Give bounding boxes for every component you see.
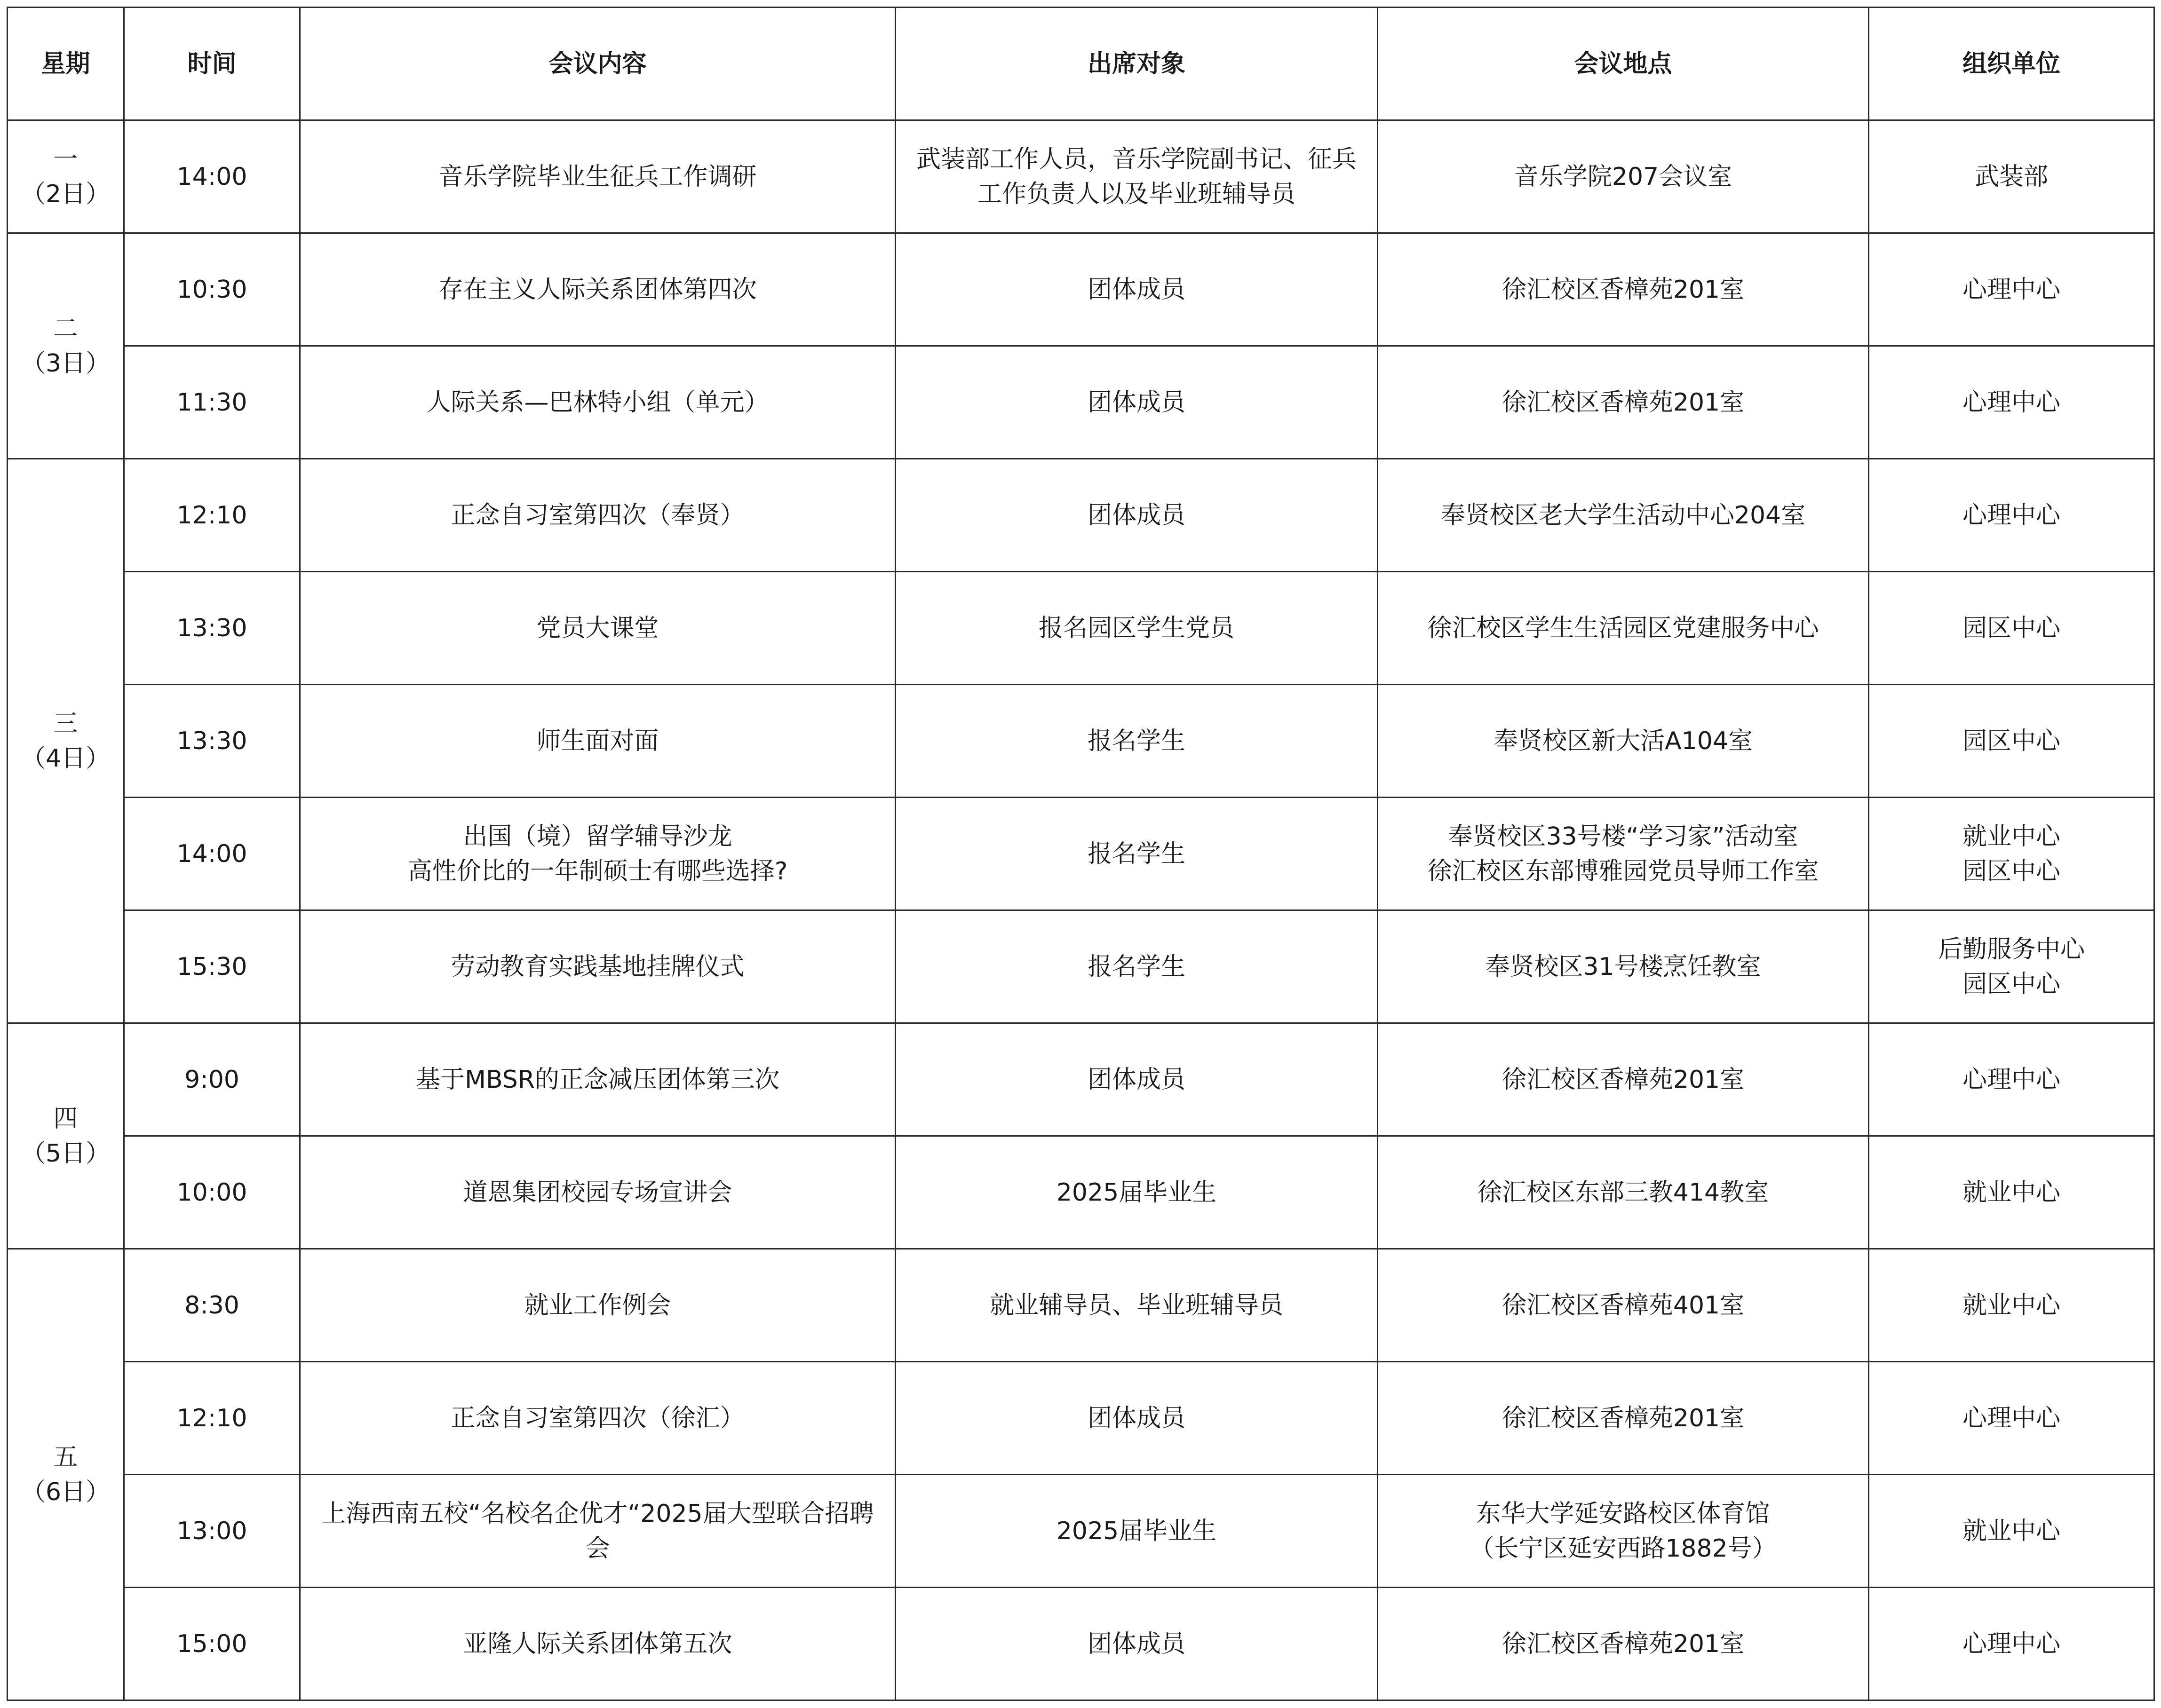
content-cell-line: 基于MBSR的正念减压团体第三次 [416, 1065, 779, 1094]
location-cell-line: 徐汇校区香樟苑201室 [1502, 1629, 1745, 1658]
location-cell-line: 音乐学院207会议室 [1514, 162, 1732, 191]
time-cell: 12:10 [124, 459, 300, 572]
time-cell: 14:00 [124, 798, 300, 910]
weekday-label: 四 [53, 1104, 78, 1133]
weekday-label: 二 [53, 314, 78, 343]
location-cell-line: 徐汇校区香樟苑401室 [1502, 1291, 1745, 1320]
location-cell-line: 东华大学延安路校区体育馆 [1476, 1499, 1770, 1528]
content-cell-line: 人际关系—巴林特小组（单元） [426, 388, 769, 417]
table-row [8, 1023, 2154, 1136]
content-cell [300, 572, 896, 685]
time-cell: 8:30 [124, 1249, 300, 1362]
content-cell [300, 910, 896, 1023]
attendees-cell [896, 572, 1378, 685]
location-cell [1378, 685, 1869, 798]
attendees-cell-line: 2025届毕业生 [1056, 1178, 1217, 1207]
table-row [8, 910, 2154, 1023]
weekday-label: 五 [53, 1443, 78, 1471]
location-cell-line: 徐汇校区香樟苑201室 [1502, 388, 1745, 417]
organizer-cell [1869, 1362, 2154, 1475]
attendees-cell-line: 报名学生 [1087, 952, 1185, 981]
organizer-cell-line: 园区中心 [1962, 857, 2060, 886]
attendees-cell [896, 1249, 1378, 1362]
time-cell: 11:30 [124, 346, 300, 459]
time-cell: 13:30 [124, 572, 300, 685]
location-cell-line: 奉贤校区老大学生活动中心204室 [1440, 501, 1806, 530]
attendees-cell [896, 910, 1378, 1023]
location-cell [1378, 1475, 1869, 1588]
organizer-cell-line: 就业中心 [1962, 822, 2060, 851]
location-cell-line: 徐汇校区东部三教414教室 [1477, 1178, 1769, 1207]
organizer-cell-line: 就业中心 [1962, 1178, 2060, 1207]
location-cell [1378, 120, 1869, 233]
content-cell [300, 685, 896, 798]
attendees-cell [896, 798, 1378, 910]
attendees-cell-line: 报名园区学生党员 [1038, 614, 1234, 642]
attendees-cell [896, 120, 1378, 233]
header-row [8, 8, 2154, 120]
header-content: 会议内容 [300, 8, 896, 120]
weekday-date: （2日） [21, 180, 111, 208]
content-cell [300, 1362, 896, 1475]
content-cell-line: 高性价比的一年制硕士有哪些选择? [407, 857, 788, 886]
header-attendees: 出席对象 [896, 8, 1378, 120]
time-cell: 15:30 [124, 910, 300, 1023]
attendees-cell [896, 1588, 1378, 1700]
location-cell-line: 徐汇校区东部博雅园党员导师工作室 [1427, 857, 1819, 886]
organizer-cell-line: 心理中心 [1962, 1404, 2060, 1432]
location-cell [1378, 1362, 1869, 1475]
time-cell: 12:10 [124, 1362, 300, 1475]
time-cell: 15:00 [124, 1588, 300, 1700]
header-organizer: 组织单位 [1869, 8, 2154, 120]
content-cell [300, 1475, 896, 1588]
location-cell [1378, 1588, 1869, 1700]
attendees-cell-line: 团体成员 [1087, 1629, 1185, 1658]
header-location: 会议地点 [1378, 8, 1869, 120]
time-cell: 13:00 [124, 1475, 300, 1588]
location-cell-line: 徐汇校区学生生活园区党建服务中心 [1427, 614, 1819, 642]
attendees-cell-line: 团体成员 [1087, 275, 1185, 304]
content-cell-line: 亚隆人际关系团体第五次 [463, 1629, 732, 1658]
attendees-cell [896, 346, 1378, 459]
attendees-cell-line: 2025届毕业生 [1056, 1517, 1217, 1545]
content-cell-line: 师生面对面 [536, 727, 659, 755]
location-cell-line: （长宁区延安西路1882号） [1470, 1534, 1777, 1563]
attendees-cell [896, 1136, 1378, 1249]
weekday-cell [8, 233, 124, 459]
content-cell [300, 346, 896, 459]
location-cell [1378, 798, 1869, 910]
content-cell-line: 党员大课堂 [536, 614, 659, 642]
weekday-cell [8, 459, 124, 1023]
organizer-cell [1869, 1588, 2154, 1700]
attendees-cell-line: 团体成员 [1087, 388, 1185, 417]
time-cell: 14:00 [124, 120, 300, 233]
organizer-cell [1869, 685, 2154, 798]
table-row [8, 120, 2154, 233]
organizer-cell-line: 心理中心 [1962, 388, 2060, 417]
attendees-cell [896, 459, 1378, 572]
time-cell: 9:00 [124, 1023, 300, 1136]
location-cell [1378, 1249, 1869, 1362]
table-row [8, 1249, 2154, 1362]
organizer-cell-line: 就业中心 [1962, 1517, 2060, 1545]
organizer-cell [1869, 1136, 2154, 1249]
organizer-cell [1869, 233, 2154, 346]
organizer-cell [1869, 459, 2154, 572]
content-cell-line: 上海西南五校“名校名企优才“2025届大型联合招聘会 [321, 1499, 874, 1563]
table-row [8, 1136, 2154, 1249]
organizer-cell-line: 就业中心 [1962, 1291, 2060, 1320]
content-cell-line: 道恩集团校园专场宣讲会 [463, 1178, 732, 1207]
time-cell: 10:00 [124, 1136, 300, 1249]
location-cell [1378, 1136, 1869, 1249]
attendees-cell-line: 报名学生 [1087, 839, 1185, 868]
weekday-date: （5日） [21, 1139, 111, 1168]
attendees-cell [896, 233, 1378, 346]
weekday-cell [8, 1023, 124, 1249]
content-cell [300, 459, 896, 572]
table-row [8, 1588, 2154, 1700]
organizer-cell [1869, 346, 2154, 459]
table-row [8, 798, 2154, 910]
organizer-cell-line: 武装部 [1974, 162, 2048, 191]
location-cell [1378, 233, 1869, 346]
weekday-label: 一 [53, 145, 78, 174]
table-row [8, 233, 2154, 346]
content-cell-line: 音乐学院毕业生征兵工作调研 [438, 162, 757, 191]
location-cell [1378, 346, 1869, 459]
meeting-schedule-table [7, 7, 2155, 1701]
time-cell: 13:30 [124, 685, 300, 798]
table-row [8, 459, 2154, 572]
attendees-cell [896, 1023, 1378, 1136]
content-cell [300, 798, 896, 910]
weekday-date: （4日） [21, 744, 111, 773]
attendees-cell [896, 1475, 1378, 1588]
organizer-cell-line: 心理中心 [1962, 501, 2060, 530]
location-cell-line: 奉贤校区新大活A104室 [1494, 727, 1753, 755]
content-cell [300, 1023, 896, 1136]
location-cell-line: 徐汇校区香樟苑201室 [1502, 275, 1745, 304]
schedule-body [8, 120, 2154, 1700]
attendees-cell-line: 就业辅导员、毕业班辅导员 [989, 1291, 1283, 1320]
table-row [8, 1475, 2154, 1588]
location-cell [1378, 459, 1869, 572]
organizer-cell [1869, 1023, 2154, 1136]
location-cell-line: 奉贤校区33号楼“学习家”活动室 [1448, 822, 1798, 851]
table-row [8, 685, 2154, 798]
table-row [8, 346, 2154, 459]
organizer-cell-line: 后勤服务中心 [1938, 935, 2085, 964]
content-cell-line: 存在主义人际关系团体第四次 [438, 275, 757, 304]
attendees-cell-line: 报名学生 [1087, 727, 1185, 755]
content-cell-line: 劳动教育实践基地挂牌仪式 [451, 952, 745, 981]
time-cell: 10:30 [124, 233, 300, 346]
attendees-cell [896, 685, 1378, 798]
content-cell [300, 120, 896, 233]
organizer-cell [1869, 120, 2154, 233]
table-row [8, 572, 2154, 685]
content-cell [300, 233, 896, 346]
organizer-cell [1869, 910, 2154, 1023]
weekday-cell [8, 1249, 124, 1700]
weekday-cell [8, 120, 124, 233]
location-cell [1378, 910, 1869, 1023]
content-cell-line: 正念自习室第四次（奉贤） [451, 501, 745, 530]
header-time: 时间 [124, 8, 300, 120]
attendees-cell-line: 武装部工作人员，音乐学院副书记、征兵工作负责人以及毕业班辅导员 [916, 145, 1357, 208]
weekday-date: （6日） [21, 1478, 111, 1506]
attendees-cell-line: 团体成员 [1087, 1065, 1185, 1094]
location-cell-line: 奉贤校区31号楼烹饪教室 [1485, 952, 1761, 981]
header-weekday: 星期 [8, 8, 124, 120]
content-cell-line: 正念自习室第四次（徐汇） [451, 1404, 745, 1432]
organizer-cell-line: 心理中心 [1962, 1629, 2060, 1658]
organizer-cell [1869, 798, 2154, 910]
organizer-cell-line: 心理中心 [1962, 275, 2060, 304]
weekday-label: 三 [53, 709, 78, 738]
content-cell-line: 出国（境）留学辅导沙龙 [463, 822, 732, 851]
organizer-cell-line: 园区中心 [1962, 727, 2060, 755]
attendees-cell-line: 团体成员 [1087, 501, 1185, 530]
organizer-cell-line: 园区中心 [1962, 970, 2060, 998]
content-cell [300, 1588, 896, 1700]
location-cell-line: 徐汇校区香樟苑201室 [1502, 1065, 1745, 1094]
organizer-cell [1869, 1249, 2154, 1362]
location-cell-line: 徐汇校区香樟苑201室 [1502, 1404, 1745, 1432]
location-cell [1378, 1023, 1869, 1136]
attendees-cell-line: 团体成员 [1087, 1404, 1185, 1432]
weekday-date: （3日） [21, 349, 111, 378]
table-row [8, 1362, 2154, 1475]
organizer-cell [1869, 572, 2154, 685]
organizer-cell-line: 心理中心 [1962, 1065, 2060, 1094]
content-cell [300, 1136, 896, 1249]
content-cell-line: 就业工作例会 [524, 1291, 671, 1320]
content-cell [300, 1249, 896, 1362]
organizer-cell-line: 园区中心 [1962, 614, 2060, 642]
location-cell [1378, 572, 1869, 685]
organizer-cell [1869, 1475, 2154, 1588]
attendees-cell [896, 1362, 1378, 1475]
